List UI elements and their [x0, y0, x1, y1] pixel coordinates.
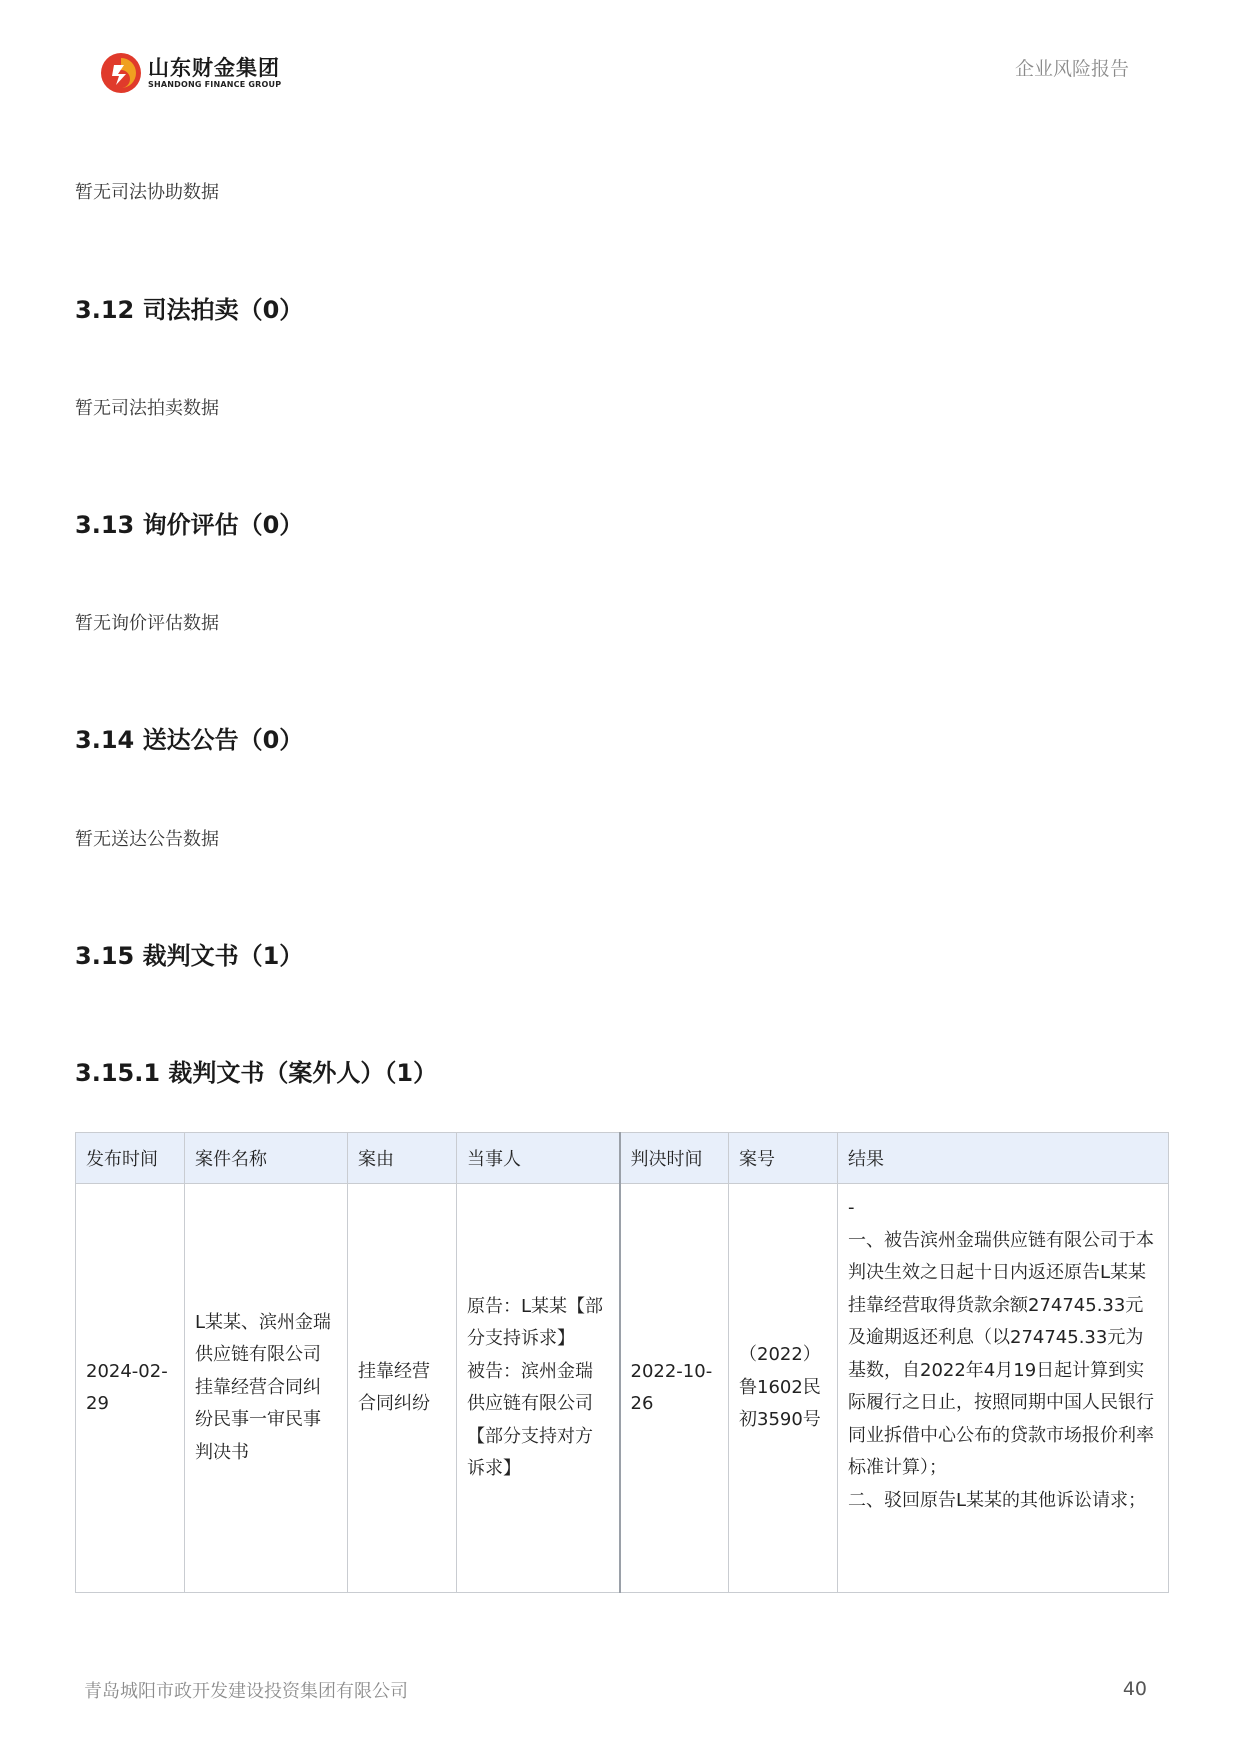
section-3-15-title: 3.15 裁判文书（1） — [75, 942, 304, 970]
section-3-15-1-title: 3.15.1 裁判文书（案外人）（1） — [75, 1059, 438, 1087]
party-defendant: 被告：滨州金瑞供应链有限公司【部分支持对方诉求】 — [467, 1360, 593, 1479]
logo-english-name: SHANDONG FINANCE GROUP — [148, 80, 282, 89]
cell-publish-date: 2024-02-29 — [76, 1184, 185, 1593]
cell-cause: 挂靠经营合同纠纷 — [348, 1184, 457, 1593]
judgment-documents-table — [75, 1132, 1169, 1593]
report-title: 企业风险报告 — [1014, 58, 1129, 80]
table-header-row — [76, 1133, 1169, 1184]
logo-chinese-name: 山东财金集团 — [148, 56, 280, 80]
section-3-12-title: 3.12 司法拍卖（0） — [75, 296, 304, 324]
section-3-14-title: 3.14 送达公告（0） — [75, 726, 304, 754]
result-line-2: 二、驳回原告L某某的其他诉讼请求； — [848, 1489, 1147, 1511]
section-3-13-title: 3.13 询价评估（0） — [75, 511, 304, 539]
party-plaintiff: 原告：L某某【部分支持诉求】 — [467, 1295, 604, 1349]
cell-case-number: （2022）鲁1602民初3590号 — [729, 1184, 838, 1593]
column-header-cause: 案由 — [348, 1133, 457, 1184]
price-inquiry-note: 暂无询价评估数据 — [75, 613, 219, 634]
service-notice-note: 暂无送达公告数据 — [75, 829, 219, 850]
cell-parties — [457, 1184, 620, 1593]
result-line-1: 一、被告滨州金瑞供应链有限公司于本判决生效之日起十日内返还原告L某某挂靠经营取得货款余额274745.33元及逾期返还利息（以274745.33元为基数，自2022年4月19日起计算到实际履行之日止，按照同期中国人民银行同业拆借中心公布的贷款市场报价利率标准计算）； — [848, 1229, 1154, 1478]
result-line-dash: - — [848, 1197, 855, 1218]
cell-result — [838, 1184, 1169, 1593]
column-header-case-number: 案号 — [729, 1133, 838, 1184]
column-header-publish-date: 发布时间 — [76, 1133, 185, 1184]
column-header-parties: 当事人 — [457, 1133, 620, 1184]
judicial-assist-note: 暂无司法协助数据 — [75, 182, 219, 203]
judicial-auction-note: 暂无司法拍卖数据 — [75, 398, 219, 419]
cell-judgment-date: 2022-10-26 — [620, 1184, 729, 1593]
column-header-case-name: 案件名称 — [185, 1133, 348, 1184]
company-logo — [100, 50, 281, 96]
cell-case-name: L某某、滨州金瑞供应链有限公司挂靠经营合同纠纷民事一审民事判决书 — [185, 1184, 348, 1593]
table-row — [76, 1184, 1169, 1593]
column-header-result: 结果 — [838, 1133, 1169, 1184]
footer-company-name: 青岛城阳市政开发建设投资集团有限公司 — [84, 1681, 408, 1702]
column-header-judgment-date: 判决时间 — [620, 1133, 729, 1184]
shandong-finance-logo-icon — [100, 52, 142, 94]
page-header — [0, 0, 1241, 130]
page-number: 40 — [1122, 1678, 1147, 1700]
